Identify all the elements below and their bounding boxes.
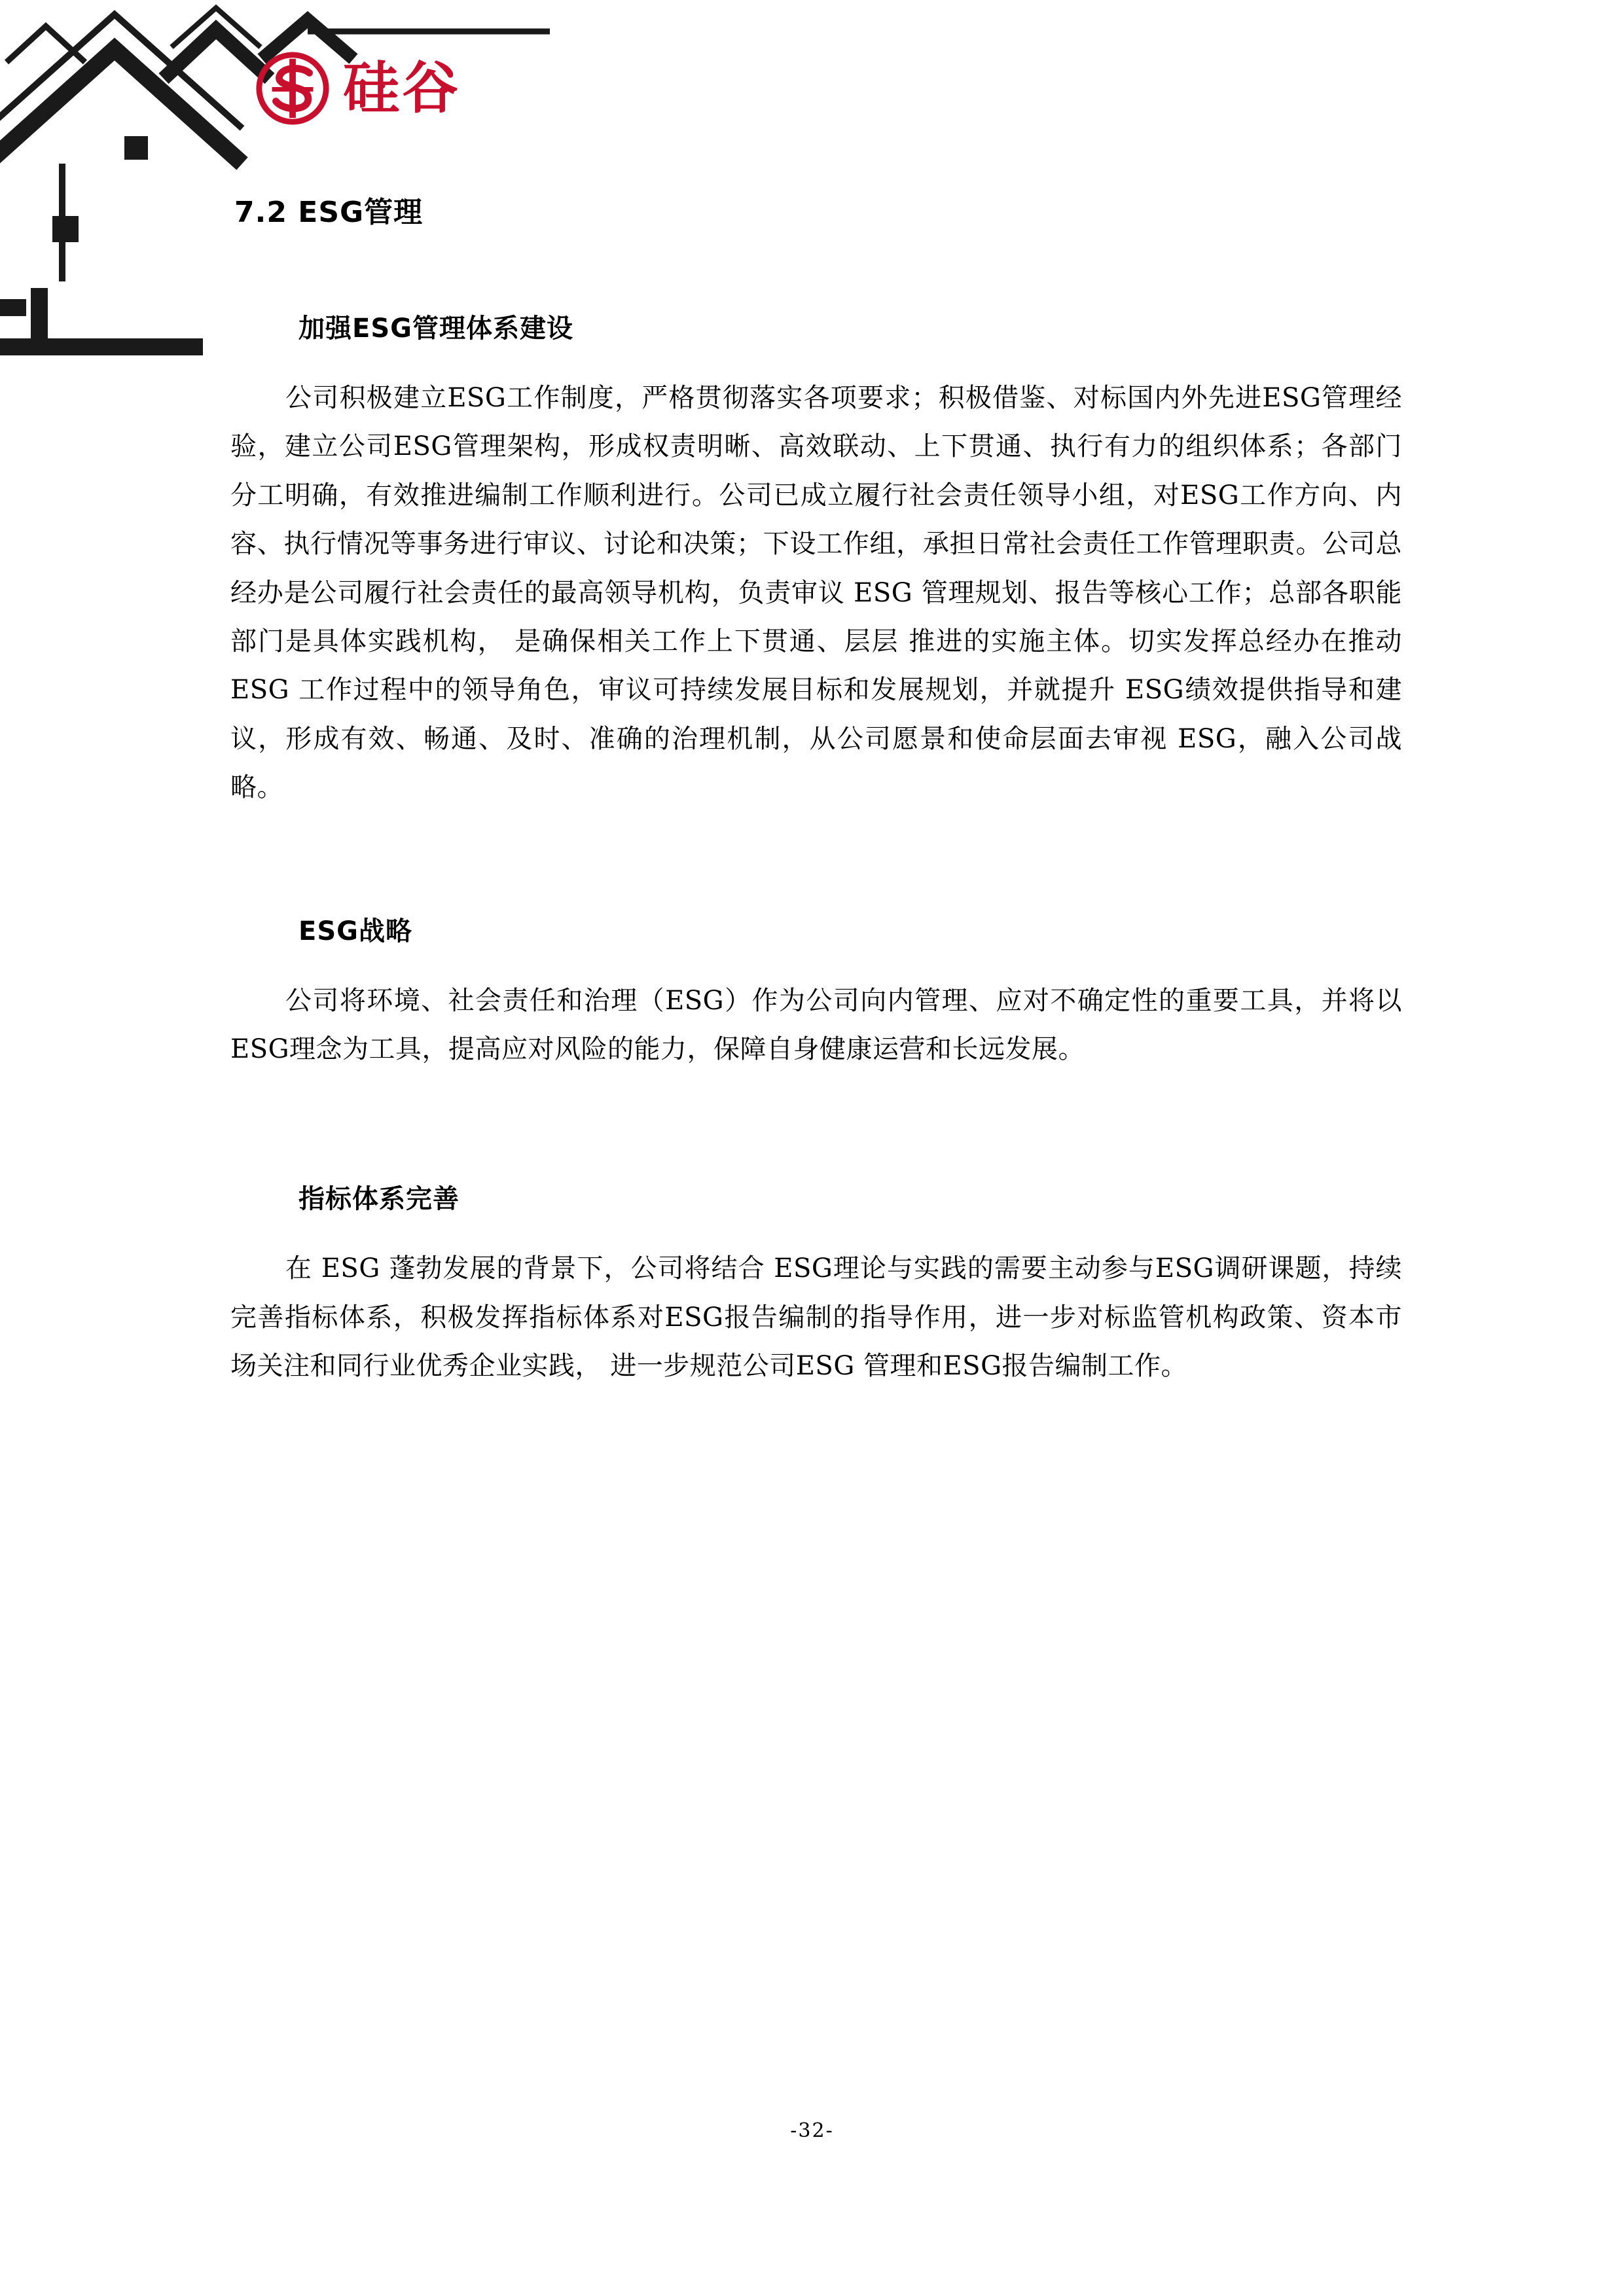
paragraph-2-1: 公司将环境、社会责任和治理（ESG）作为公司向内管理、应对不确定性的重要工具，并将以 ESG理念为工具，提高应对风险的能力，保障自身健康运营和长远发展。: [230, 985, 1402, 1064]
company-logo: [254, 46, 542, 131]
stylized-s-circle-logo-icon: [254, 50, 331, 127]
paragraph-1-1: 公司积极建立ESG工作制度，严格贯彻落实各项要求；积极借鉴、对标国内外先进ESG管理经验，建立公司ESG管理架构，形成权责明晰、高效联动、上下贯通、执行有力的组织体系；各部门分工明确，有效推进编制工作顺利进行。公司已成立履行社会责任领导小组，对ESG工作方向、内容、执行情况等事务进行审议、讨论和决策；下设工作组，承担日常社会责任工作管理职责。公司总经办是公司履行社会责任的最高领导机构，负责审议 ESG 管理规划、报告等核心工作；总部各职能部门是具体实践机构， 是确保相关工作上下贯通、层层 推进的实施主体。切实发挥总经办在推动 ESG 工作过程中的领导角色，审议可持续发展目标和发展规划，并就提升 ESG绩效提供指导和建议，形成有效、畅通、及时、准确的治理机制，从公司愿景和使命层面去审视 ESG，融入公司战略。: [230, 383, 1402, 803]
subsection-heading-3: 指标体系完善: [298, 1184, 460, 1215]
spacer-1: [230, 812, 1402, 910]
subsection-heading-1: 加强ESG管理体系建设: [298, 314, 573, 344]
document-body: [230, 308, 1402, 1390]
logo-brand-text: 硅谷: [343, 56, 461, 121]
page-number: -32-: [790, 2119, 834, 2142]
paragraph-3-1: 在 ESG 蓬勃发展的背景下，公司将结合 ESG理论与实践的需要主动参与ESG调研课题，持续完善指标体系，积极发挥指标体系对ESG报告编制的指导作用，进一步对标监管机构政策、资本市场关注和同行业优秀企业实践， 进一步规范公司ESG 管理和ESG报告编制工作。: [230, 1253, 1402, 1382]
spacer-2: [230, 1073, 1402, 1178]
section-heading: 7.2 ESG管理: [234, 196, 424, 229]
subsection-heading-2: ESG战略: [298, 916, 412, 946]
